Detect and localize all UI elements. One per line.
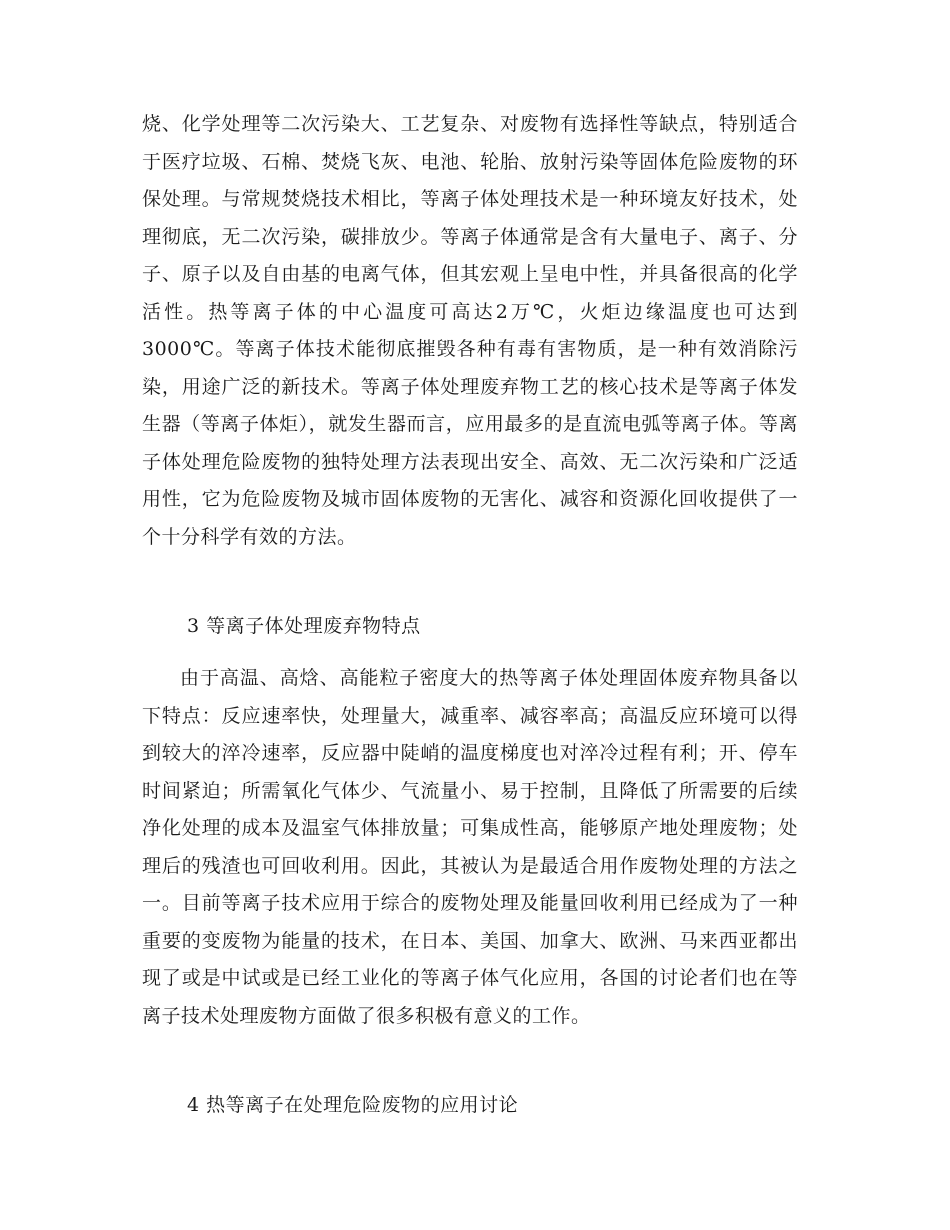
- paragraph-continuation: 烧、化学处理等二次污染大、工艺复杂、对废物有选择性等缺点，特别适合于医疗垃圾、石棉、焚烧飞灰、电池、轮胎、放射污染等固体危险废物的环保处理。与常规焚烧技术相比，等离子体处理技术是一种环境友好技术，处理彻底，无二次污染，碳排放少。等离子体通常是含有大量电子、离子、分子、原子以及自由基的电离气体，但其宏观上呈电中性，并具备很高的化学活性。热等离子体的中心温度可高达2万℃，火炬边缘温度也可达到3000℃。等离子体技术能彻底摧毁各种有毒有害物质，是一种有效消除污染，用途广泛的新技术。等离子体处理废弃物工艺的核心技术是等离子体发生器（等离子体炬），就发生器而言，应用最多的是直流电弧等离子体。等离子体处理危险废物的独特处理方法表现出安全、高效、无二次污染和广泛适用性，它为危险废物及城市固体废物的无害化、减容和资源化回收提供了一个十分科学有效的方法。: [142, 113, 798, 548]
- section-heading-3: 3 等离子体处理废弃物特点: [187, 615, 421, 637]
- section-heading-4: 4 热等离子在处理危险废物的应用讨论: [187, 1094, 519, 1116]
- paragraph-section-3: 由于高温、高焓、高能粒子密度大的热等离子体处理固体废弃物具备以下特点：反应速率快，处理量大，减重率、减容率高；高温反应环境可以得到较大的淬冷速率，反应器中陡峭的温度梯度也对淬冷过程有利；开、停车时间紧迫；所需氧化气体少、气流量小、易于控制，且降低了所需要的后续净化处理的成本及温室气体排放量；可集成性高，能够原产地处理废物；处理后的残渣也可回收利用。因此，其被认为是最适合用作废物处理的方法之一。目前等离子技术应用于综合的废物处理及能量回收利用已经成为了一种重要的变废物为能量的技术，在日本、美国、加拿大、欧洲、马来西亚都出现了或是中试或是已经工业化的等离子体气化应用，各国的讨论者们也在等离子技术处理废物方面做了很多积极有意义的工作。: [142, 667, 798, 1027]
